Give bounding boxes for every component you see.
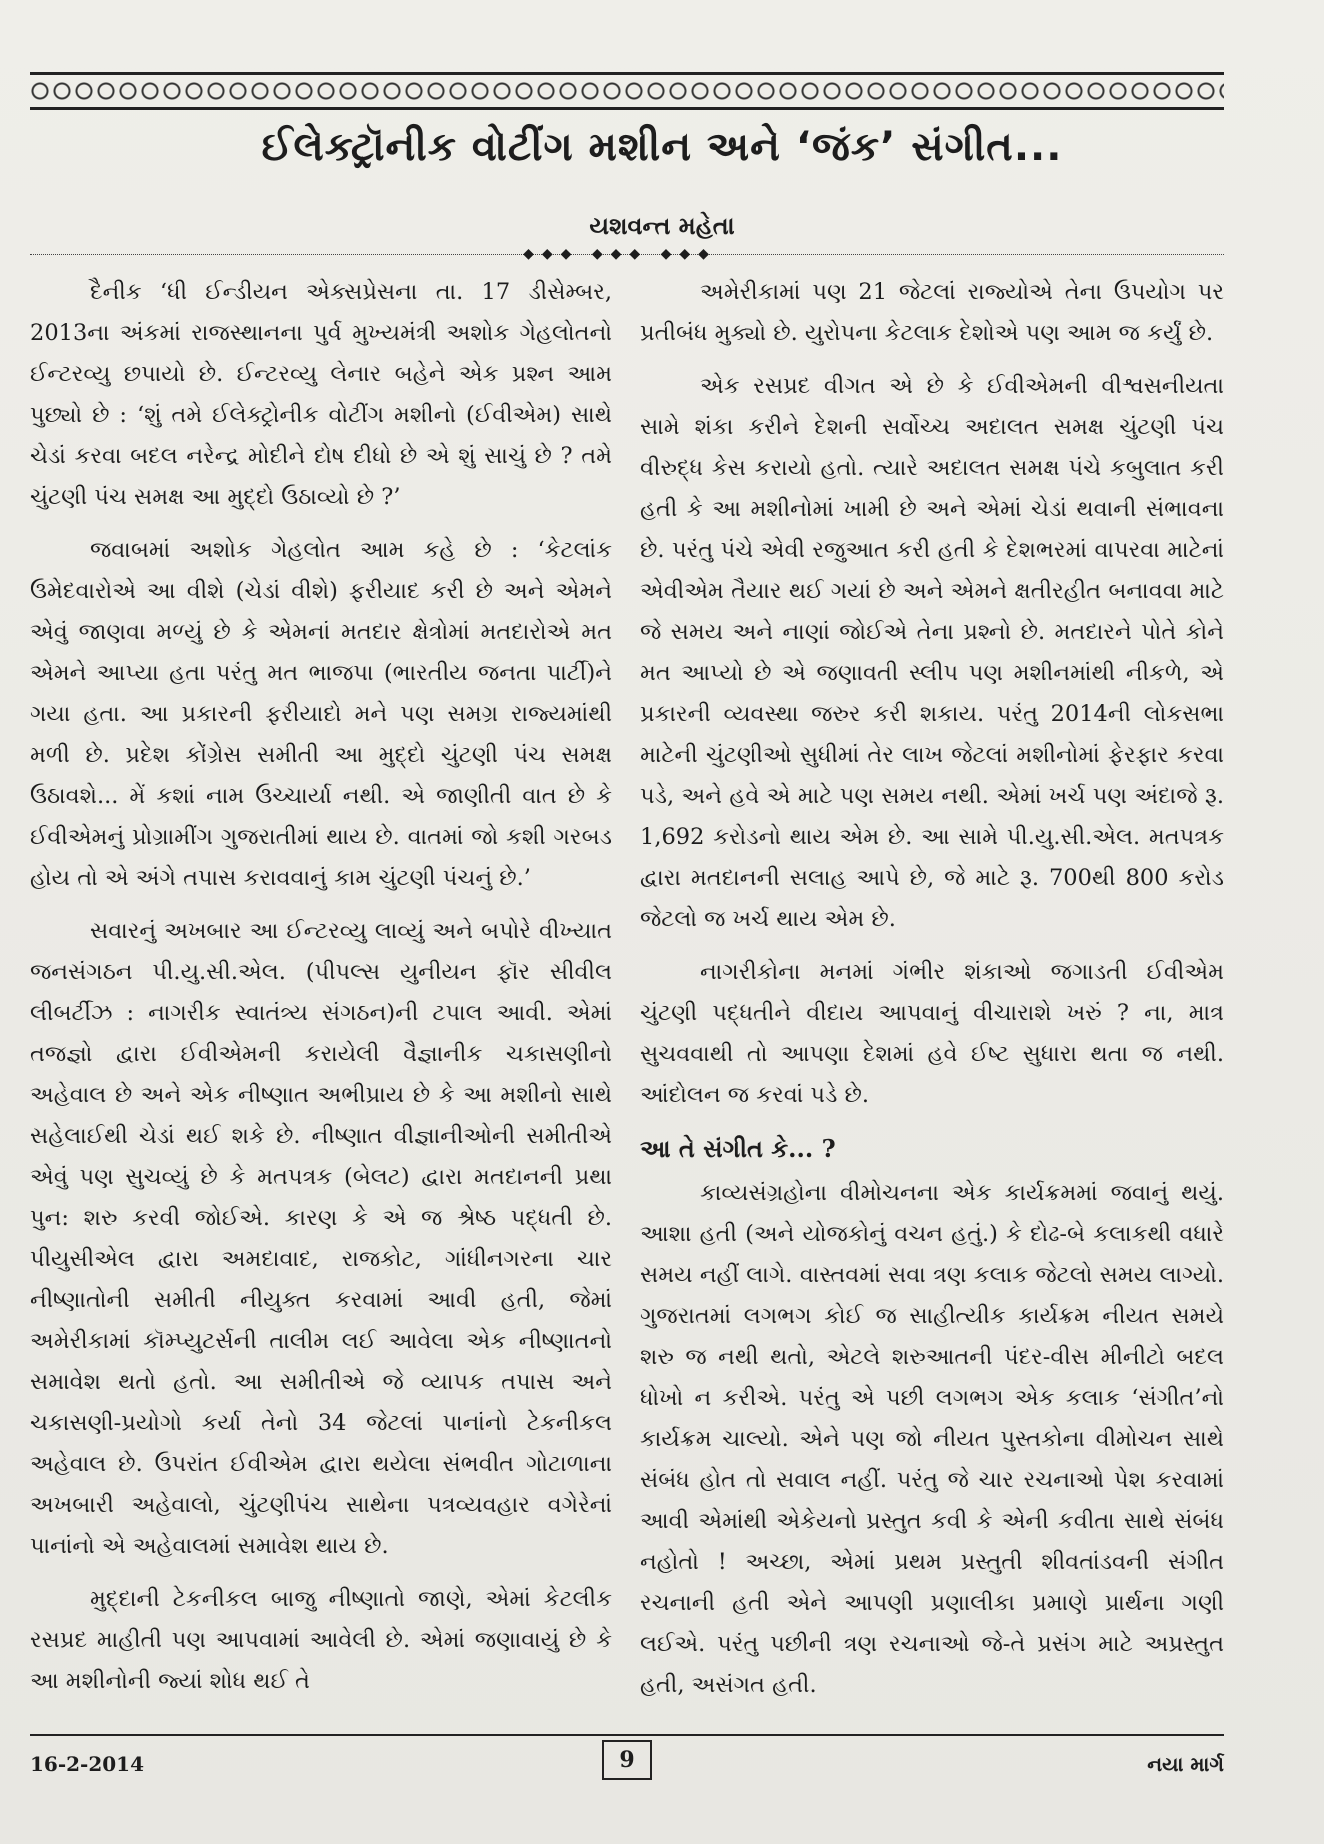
divider-ornament-icon: ◆◆◆ ◆◆◆ ◆◆◆ (523, 246, 717, 262)
footer-rule (30, 1734, 1224, 1736)
left-column (30, 272, 612, 1720)
paragraph: અમેરીકામાં પણ 21 જેટલાં રાજ્યોએ તેના ઉપયોગ પર પ્રતીબંધ મુક્યો છે. યુરોપના કેટલાક દેશોએ પણ આમ જ કર્યું છે. (640, 279, 1224, 346)
paragraph: મુદ્દાની ટેકનીકલ બાજુ નીષ્ણાતો જાણે, એમાં કેટલીક રસપ્રદ માહીતી પણ આપવામાં આવેલી છે. એમાં જણાવાયું છે કે આ મશીનોની જ્યાં શોધ થઈ તે (30, 1586, 612, 1694)
paragraph: નાગરીકોના મનમાં ગંભીર શંકાઓ જગાડતી ઈવીએમ ચુંટણી પદ્ધતીને વીદાય આપવાનું વીચારાશે ખરું ? ના, માત્ર સુચવવાથી તો આપણા દેશમાં હવે ઈષ્ટ સુધારા થતા જ નથી. આંદોલન જ કરવાં પડે છે. (640, 959, 1224, 1108)
issue-date: 16-2-2014 (30, 1752, 145, 1776)
page-number: 9 (602, 1740, 652, 1780)
paragraph: સવારનું અખબાર આ ઈન્ટરવ્યુ લાવ્યું અને બપોરે વીખ્યાત જનસંગઠન પી.યુ.સી.એલ. (પીપલ્સ યુનીયન ફૉર સીવીલ લીબર્ટીઝ : નાગરીક સ્વાતંત્ર્ય સંગઠન)ની ટપાલ આવી. એમાં તજજ્ઞો દ્વારા ઈવીએમની કરાયેલી વૈજ્ઞાનીક ચકાસણીનો અહેવાલ છે અને એક નીષ્ણાત અભીપ્રાય છે કે આ મશીનો સાથે સહેલાઈથી ચેડાં થઈ શકે છે. નીષ્ણાત વીજ્ઞાનીઓની સમીતીએ એવું પણ સુચવ્યું છે કે મતપત્રક (બેલટ) દ્વારા મતદાનની પ્રથા પુન: શરુ કરવી જોઈએ. કારણ કે એ જ શ્રેષ્ઠ પદ્ધતી છે. પીયુસીએલ દ્વારા અમદાવાદ, રાજકોટ, ગાંધીનગરના ચાર નીષ્ણાતોની સમીતી નીયુક્ત કરવામાં આવી હતી, જેમાં અમેરીકામાં કૉમ્પ્યુટર્સની તાલીમ લઈ આવેલા એક નીષ્ણાતનો સમાવેશ થતો હતો. આ સમીતીએ જે વ્યાપક તપાસ અને ચકાસણી-પ્રયોગો કર્યા તેનો 34 જેટલાં પાનાંનો ટેકનીકલ અહેવાલ છે. ઉપરાંત ઈવીએમ દ્વારા થયેલા સંભવીત ગોટાળાના અખબારી અહેવાલો, ચુંટણીપંચ સાથેના પત્રવ્યવહાર વગેરેનાં પાનાંનો એ અહેવાલમાં સમાવેશ થાય છે. (30, 918, 612, 1559)
paragraph: એક રસપ્રદ વીગત એ છે કે ઈવીએમની વીશ્વસનીયતા સામે શંકા કરીને દેશની સર્વોચ્ચ અદાલત સમક્ષ ચુંટણી પંચ વીરુદ્ધ કેસ કરાયો હતો. ત્યારે અદાલત સમક્ષ પંચે કબુલાત કરી હતી કે આ મશીનોમાં ખામી છે અને એમાં ચેડાં થવાની સંભાવના છે. પરંતુ પંચે એવી રજુઆત કરી હતી કે દેશભરમાં વાપરવા માટેનાં એવીએમ તૈયાર થઈ ગયાં છે અને એમને ક્ષતીરહીત બનાવવા માટે જે સમય અને નાણાં જોઈએ તેના પ્રશ્નો છે. મતદારને પોતે કોને મત આપ્યો છે એ જણાવતી સ્લીપ પણ મશીનમાંથી નીકળે, એ પ્રકારની વ્યવસ્થા જરુર કરી શકાય. પરંતુ 2014ની લોકસભા માટેની ચુંટણીઓ સુધીમાં તેર લાખ જેટલાં મશીનોમાં ફેરફાર કરવા પડે, અને હવે એ માટે પણ સમય નથી. એમાં ખર્ચ પણ અંદાજે રૂ. 1,692 કરોડનો થાય એમ છે. આ સામે પી.યુ.સી.એલ. મતપત્રક દ્વારા મતદાનની સલાહ આપે છે, જે માટે રૂ. 700થી 800 કરોડ જેટલો જ ખર્ચ થાય એમ છે. (640, 373, 1224, 932)
paragraph: દૈનીક ‘ધી ઈન્ડીયન એક્સપ્રેસના તા. 17 ડીસેમ્બર, 2013ના અંકમાં રાજસ્થાનના પુર્વ મુખ્યમંત્રી અશોક ગેહલોતનો ઈન્ટરવ્યુ છપાયો છે. ઈન્ટરવ્યુ લેનાર બહેને એક પ્રશ્ન આમ પુછ્યો છે : ‘શું તમે ઈલેક્ટ્રોનીક વોટીંગ મશીનો (ઈવીએમ) સાથે ચેડાં કરવા બદલ નરેન્દ્ર મોદીને દોષ દીધો છે એ શું સાચું છે ? તમે ચુંટણી પંચ સમક્ષ આ મુદ્દો ઉઠાવ્યો છે ?’ (30, 279, 612, 510)
section-subheading: આ તે સંગીત કે... ? (640, 1134, 836, 1163)
right-column (640, 272, 1224, 1720)
article-author: યશવન્ત મહેતા (589, 212, 735, 240)
article-title: ઈલેક્ટ્રૉનીક વોટીંગ મશીન અને ‘જંક’ સંગીત... (261, 124, 1063, 170)
magazine-name: નયા માર્ગ (1147, 1752, 1224, 1776)
paragraph: કાવ્યસંગ્રહોના વીમોચનના એક કાર્યક્રમમાં જવાનું થયું. આશા હતી (અને યોજકોનું વચન હતું.) કે દોઢ-બે કલાકથી વધારે સમય નહીં લાગે. વાસ્તવમાં સવા ત્રણ કલાક જેટલો સમય લાગ્યો. ગુજરાતમાં લગભગ કોઈ જ સાહીત્યીક કાર્યક્રમ નીયત સમયે શરુ જ નથી થતો, એટલે શરુઆતની પંદર-વીસ મીનીટો બદલ ધોખો ન કરીએ. પરંતુ એ પછી લગભગ એક કલાક ‘સંગીત’નો કાર્યક્રમ ચાલ્યો. એને પણ જો નીયત પુસ્તકોના વીમોચન સાથે સંબંધ હોત તો સવાલ નહીં. પરંતુ જે ચાર રચનાઓ પેશ કરવામાં આવી એમાંથી એકેયનો પ્રસ્તુત કવી કે એની કવીતા સાથે સંબંધ નહોતો ! અચ્છા, એમાં પ્રથમ પ્રસ્તુતી શીવતાંડવની સંગીત રચનાની હતી એને આપણી પ્રણાલીકા પ્રમાણે પ્રાર્થના ગણી લઈએ. પરંતુ પછીની ત્રણ રચનાઓ જે-તે પ્રસંગ માટે અપ્રસ્તુત હતી, અસંગત હતી. (640, 1180, 1224, 1698)
paragraph: જવાબમાં અશોક ગેહલોત આમ કહે છે : ‘કેટલાંક ઉમેદવારોએ આ વીશે (ચેડાં વીશે) ફરીયાદ કરી છે અને એમને એવું જાણવા મળ્યું છે કે એમનાં મતદાર ક્ષેત્રોમાં મતદારોએ મત એમને આપ્યા હતા પરંતુ મત ભાજપા (ભારતીય જનતા પાર્ટી)ને ગયા હતા. આ પ્રકારની ફરીયાદો મને પણ સમગ્ર રાજ્યમાંથી મળી છે. પ્રદેશ કોંગ્રેસ સમીતી આ મુદ્દો ચુંટણી પંચ સમક્ષ ઉઠાવશે... મેં કશાં નામ ઉચ્ચાર્યા નથી. એ જાણીતી વાત છે કે ઈવીએમનું પ્રોગ્રામીંગ ગુજરાતીમાં થાય છે. વાતમાં જો કશી ગરબડ હોય તો એ અંગે તપાસ કરાવવાનું કામ ચુંટણી પંચનું છે.’ (30, 537, 612, 891)
decorative-border-top (30, 72, 1224, 110)
